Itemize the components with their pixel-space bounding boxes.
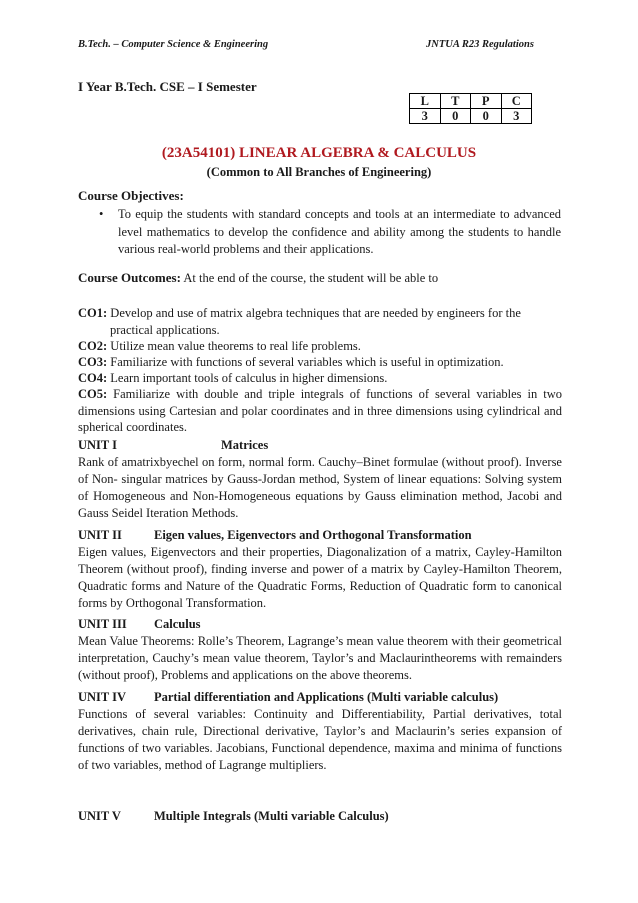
outcome-text: Learn important tools of calculus in higher dimensions.: [107, 371, 388, 385]
objectives-heading: Course Objectives:: [78, 188, 184, 203]
ltpc-value-cell: 0: [440, 109, 471, 124]
course-title: (23A54101) LINEAR ALGEBRA & CALCULUS: [161, 145, 477, 161]
unit-label: UNIT V: [78, 809, 121, 823]
outcome-item: [78, 354, 562, 371]
year-semester: I Year B.Tech. CSE – I Semester: [78, 79, 257, 94]
unit-body: Mean Value Theorems: Rolle’s Theorem, Lagrange’s mean value theorem with their geometrical interpretation, Cauchy’s mean value theorem, Taylor’s and Maclaurintheorems with remainders (without proof), Problems and applications on the above theorems.: [78, 634, 562, 682]
ltpc-value-row: [410, 109, 532, 124]
unit-title: Matrices: [221, 438, 269, 452]
ltpc-header-cell: T: [440, 94, 471, 109]
outcome-code: CO3:: [78, 355, 108, 369]
ltpc-header-cell: C: [501, 94, 532, 109]
ltpc-value-cell: 0: [471, 109, 502, 124]
ltpc-value-cell: 3: [410, 109, 441, 124]
unit-body: Rank of amatrixbyechel on form, normal form. Cauchy–Binet formulae (without proof). Inverse of Non- singular matrices by Gauss-Jordan method, System of linear equations: Solving system of Homogeneous and Non-Homogeneous equations by Gauss elimination method, Jacobi and Gauss Seidel Iteration Methods.: [78, 455, 562, 520]
outcome-code: CO4:: [78, 371, 108, 385]
ltpc-value-cell: 3: [501, 109, 532, 124]
header-left: B.Tech. – Computer Science & Engineering: [78, 39, 269, 50]
outcome-text: Develop and use of matrix algebra techniques that are needed by engineers for the: [107, 306, 521, 320]
unit-label: UNIT I: [78, 438, 118, 452]
unit-body: Functions of several variables: Continuity and Differentiability, Partial derivatives, total derivatives, chain rule, Directional derivative, Taylor’s and Maclaurin’s series expansion of functions of two variables. Jacobians, Functional dependence, maxima and minima of functions of two variables, method of Lagrange multipliers.: [78, 707, 562, 772]
outcomes-heading: Course Outcomes:: [78, 270, 181, 285]
objective-item: [99, 206, 561, 259]
bullet-icon: •: [99, 207, 104, 221]
outcome-item: [78, 370, 562, 387]
unit-label: UNIT IV: [78, 690, 127, 704]
ltpc-table: [409, 93, 532, 124]
outcome-code: CO2:: [78, 339, 108, 353]
outcomes-intro-text: At the end of the course, the student will be able to: [180, 271, 439, 285]
outcome-text: Utilize mean value theorems to real life problems.: [107, 339, 361, 353]
unit-title: Calculus: [154, 617, 201, 631]
ltpc-header-cell: P: [471, 94, 502, 109]
outcome-item: [78, 338, 562, 355]
header-right: JNTUA R23 Regulations: [426, 39, 534, 50]
unit-label: UNIT III: [78, 617, 127, 631]
outcome-item: [78, 305, 562, 338]
outcome-text-continued: practical applications.: [110, 322, 220, 337]
unit-label: UNIT II: [78, 528, 122, 542]
outcome-item: [78, 386, 562, 436]
outcomes-intro: [78, 270, 438, 286]
course-subtitle: (Common to All Branches of Engineering): [206, 165, 432, 179]
outcome-text: Familiarize with functions of several variables which is useful in optimization.: [107, 355, 504, 369]
unit-title: Eigen values, Eigenvectors and Orthogonal Transformation: [154, 528, 472, 542]
objective-text: To equip the students with standard concepts and tools at an intermediate to advanced level mathematics to develop the confidence and ability among the students to handle various real-world problems and their applications.: [118, 207, 561, 256]
outcome-text: Familiarize with double and triple integrals of functions of several variables in two dimensions using Cartesian and polar coordinates and in three dimensions using cylindrical and spherical coordinates.: [78, 387, 562, 434]
outcome-code: CO1:: [78, 306, 108, 320]
unit-title: Partial differentiation and Applications (Multi variable calculus): [154, 690, 499, 704]
unit-body: Eigen values, Eigenvectors and their properties, Diagonalization of a matrix, Cayley-Hamilton Theorem (without proof), finding inverse and power of a matrix by Cayley-Hamilton Theorem, Quadratic forms and Nature of the Quadratic Forms, Reduction of Quadratic form to canonical forms by Orthogonal Transformation.: [78, 545, 562, 610]
outcome-code: CO5:: [78, 387, 108, 401]
ltpc-header-cell: L: [410, 94, 441, 109]
ltpc-header-row: [410, 94, 532, 109]
unit-title: Multiple Integrals (Multi variable Calculus): [154, 809, 389, 823]
